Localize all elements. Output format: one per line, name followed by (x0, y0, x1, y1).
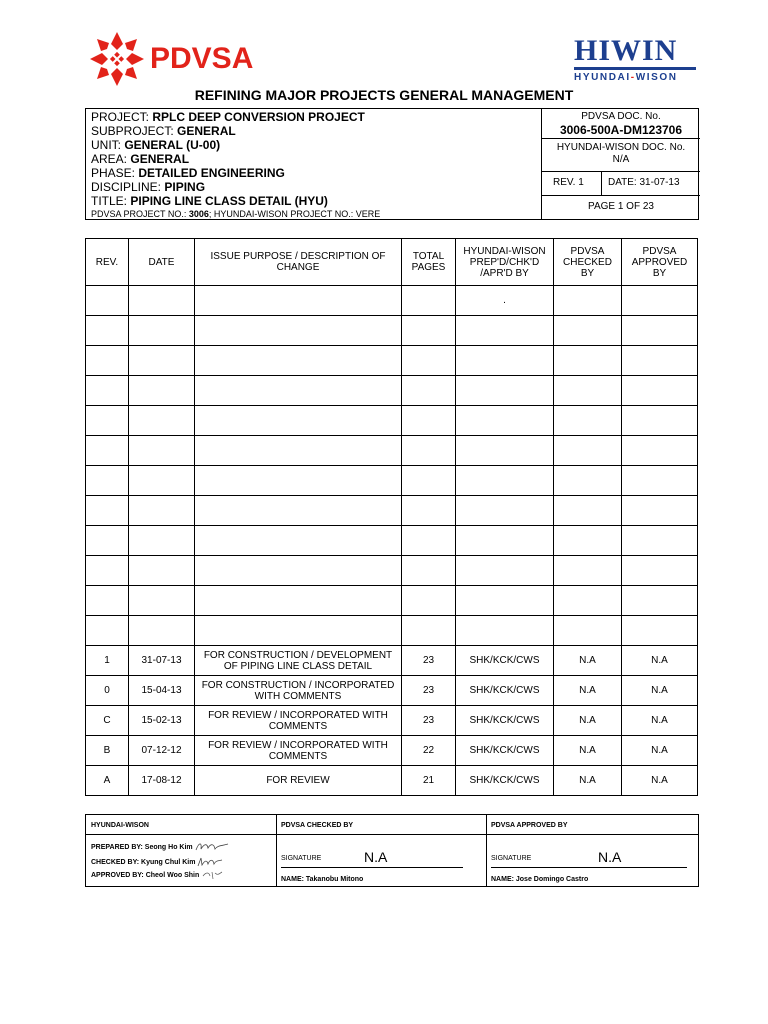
cell-checked: N.A (554, 706, 622, 736)
pdvsa-doc-label: PDVSA DOC. No. (581, 111, 661, 122)
col-date: DATE (129, 239, 195, 286)
table-row (86, 466, 698, 496)
table-row (86, 286, 698, 316)
cell-rev: B (86, 736, 129, 766)
cell-pages: 23 (402, 646, 456, 676)
checked-name: NAME: Takanobu Mitono (281, 876, 364, 883)
page-count: PAGE 1 OF 23 (588, 201, 654, 212)
hiwin-logo-bar (574, 67, 696, 70)
signature-scribble-icon (201, 870, 223, 880)
signature-label: SIGNATURE (281, 855, 322, 862)
cell-date: 17-08-12 (129, 766, 195, 796)
hiwin-logo (572, 34, 700, 84)
cell-pages: 23 (402, 676, 456, 706)
table-header-row (86, 239, 698, 286)
approved-sig-heading: PDVSA APPROVED BY (491, 822, 568, 829)
checked-signature-value: N.A (364, 849, 388, 865)
cell-approved: N.A (622, 676, 698, 706)
empty-marker: . (456, 286, 554, 316)
signature-scribble-icon (195, 841, 229, 853)
table-row (86, 736, 698, 766)
table-row (86, 676, 698, 706)
pdvsa-wordmark: PDVSA (150, 42, 254, 75)
hw-doc-number: N/A (612, 154, 630, 165)
table-row (86, 556, 698, 586)
table-row (86, 526, 698, 556)
revision-rows (86, 286, 698, 796)
pdvsa-approved-signature (486, 815, 698, 886)
doc-info (541, 109, 700, 219)
table-row (86, 346, 698, 376)
cell-hw: SHK/KCK/CWS (456, 766, 554, 796)
cell-hw: SHK/KCK/CWS (456, 706, 554, 736)
cell-checked: N.A (554, 646, 622, 676)
cell-approved: N.A (622, 736, 698, 766)
cell-rev: 1 (86, 646, 129, 676)
cell-date: 07-12-12 (129, 736, 195, 766)
col-hw: HYUNDAI-WISON PREP'D/CHK'D /APR'D BY (456, 239, 554, 286)
table-row (86, 316, 698, 346)
cell-checked: N.A (554, 736, 622, 766)
col-checked: PDVSA CHECKED BY (554, 239, 622, 286)
table-row (86, 496, 698, 526)
unit-line: UNIT: GENERAL (U-00) (91, 138, 221, 152)
project-line: PROJECT: RPLC DEEP CONVERSION PROJECT (91, 110, 365, 124)
cell-issue: FOR CONSTRUCTION / DEVELOPMENT OF PIPING LINE CLASS DETAIL (195, 646, 402, 676)
cell-date: 15-04-13 (129, 676, 195, 706)
table-row (86, 646, 698, 676)
cell-issue: FOR REVIEW (195, 766, 402, 796)
pdvsa-checked-signature (276, 815, 487, 886)
checked-by: CHECKED BY: Kyung Chul Kim (91, 856, 223, 868)
approved-signature-value: N.A (598, 849, 622, 865)
col-rev: REV. (86, 239, 129, 286)
table-row (86, 616, 698, 646)
cell-approved: N.A (622, 766, 698, 796)
cell-rev: A (86, 766, 129, 796)
pdvsa-sun-icon (88, 30, 146, 88)
signature-scribble-icon (197, 856, 223, 868)
phase-line: PHASE: DETAILED ENGINEERING (91, 166, 285, 180)
approved-name: NAME: Jose Domingo Castro (491, 876, 589, 883)
cell-rev: 0 (86, 676, 129, 706)
checked-sig-heading: PDVSA CHECKED BY (281, 822, 354, 829)
table-row (86, 436, 698, 466)
hw-sig-heading: HYUNDAI-WISON (91, 822, 149, 829)
hw-doc-label: HYUNDAI-WISON DOC. No. (556, 142, 686, 153)
col-pages: TOTAL PAGES (402, 239, 456, 286)
cell-checked: N.A (554, 766, 622, 796)
pdvsa-logo (88, 30, 288, 90)
cell-approved: N.A (622, 706, 698, 736)
cell-approved: N.A (622, 646, 698, 676)
table-row (86, 766, 698, 796)
signature-label: SIGNATURE (491, 855, 532, 862)
cell-issue: FOR CONSTRUCTION / INCORPORATED WITH COMMENTS (195, 676, 402, 706)
signature-block (85, 814, 699, 887)
cell-hw: SHK/KCK/CWS (456, 676, 554, 706)
project-no-line: PDVSA PROJECT NO.: 3006; HYUNDAI-WISON PROJECT NO.: VERE (91, 209, 381, 219)
hw-signatures (86, 815, 277, 886)
area-line: AREA: GENERAL (91, 152, 190, 166)
cell-issue: FOR REVIEW / INCORPORATED WITH COMMENTS (195, 706, 402, 736)
col-approved: PDVSA APPROVED BY (622, 239, 698, 286)
document-title: REFINING MAJOR PROJECTS GENERAL MANAGEMENT (194, 87, 574, 103)
cell-rev: C (86, 706, 129, 736)
revision-date: DATE: 31-07-13 (608, 177, 680, 188)
hiwin-wordmark: HIWIN (574, 34, 678, 67)
revision-table (85, 238, 698, 796)
pdvsa-doc-number: 3006-500A-DM123706 (559, 123, 683, 137)
approved-by: APPROVED BY: Cheol Woo Shin (91, 870, 223, 880)
hw-doc-info (542, 142, 700, 166)
header-box (85, 108, 699, 220)
cell-date: 15-02-13 (129, 706, 195, 736)
discipline-line: DISCIPLINE: PIPING (91, 180, 206, 194)
subproject-line: SUBPROJECT: GENERAL (91, 124, 236, 138)
project-info (91, 110, 531, 220)
table-row (86, 376, 698, 406)
cell-hw: SHK/KCK/CWS (456, 646, 554, 676)
table-row (86, 586, 698, 616)
col-issue: ISSUE PURPOSE / DESCRIPTION OF CHANGE (195, 239, 402, 286)
cell-checked: N.A (554, 676, 622, 706)
cell-pages: 23 (402, 706, 456, 736)
cell-issue: FOR REVIEW / INCORPORATED WITH COMMENTS (195, 736, 402, 766)
title-line: TITLE: PIPING LINE CLASS DETAIL (HYU) (91, 194, 328, 208)
cell-date: 31-07-13 (129, 646, 195, 676)
revision-number: REV. 1 (542, 171, 602, 195)
table-row (86, 706, 698, 736)
prepared-by: PREPARED BY: Seong Ho Kim (91, 841, 229, 853)
cell-pages: 21 (402, 766, 456, 796)
cell-hw: SHK/KCK/CWS (456, 736, 554, 766)
table-row (86, 406, 698, 436)
cell-pages: 22 (402, 736, 456, 766)
hiwin-subtitle: HYUNDAI-WISON (574, 72, 678, 83)
